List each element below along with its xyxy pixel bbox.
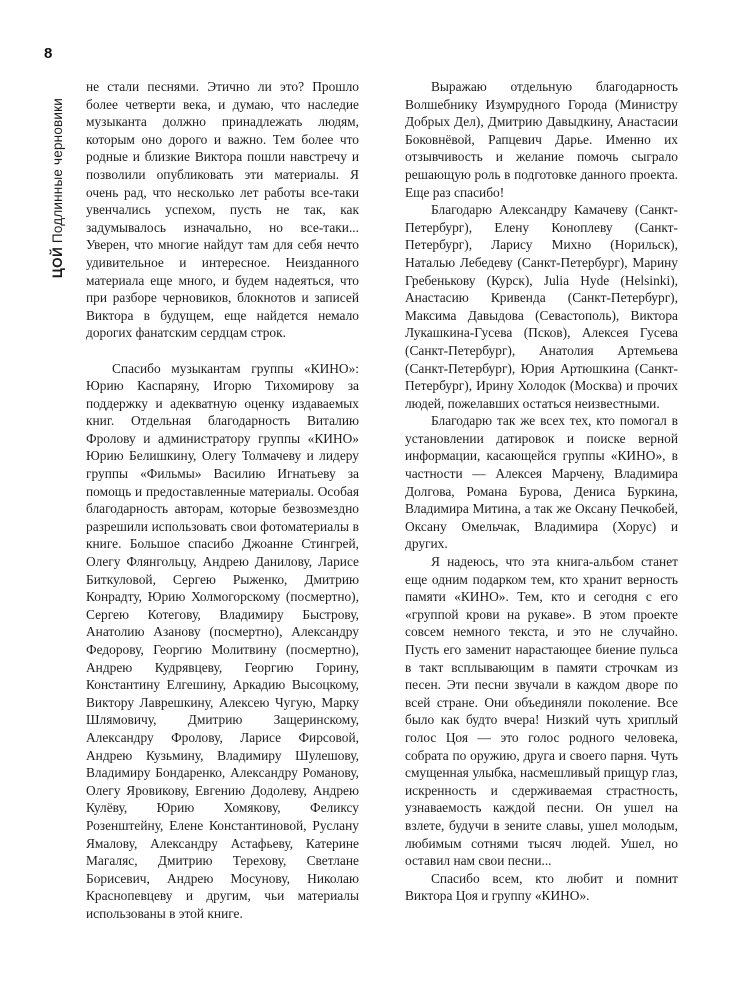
paragraph: Выражаю отдельную благодарность Волшебнику Изумрудного Города (Министру Добрых Дел), Дмитрию Давыдкину, Анастасии Боковнёвой, Рапцевич Дарье. Именно их отзывчивость и желание помочь сыграло решающую роль в подготовке данного проекта. Еще раз спасибо! [405, 79, 678, 200]
running-head-title: Подлинные черновики [50, 98, 65, 244]
paragraph: Благодарю Александру Камачеву (Санкт-Петербург), Елену Коноплеву (Санкт-Петербург), Ларису Михно (Норильск), Наталью Лебедеву (Санкт-Петербург), Марину Гребенькову (Курск), Julia Hyde (Helsinki), Анастасию Кривенда (Санкт-Петербург), Максима Давыдова (Севастополь), Виктора Лукашкина-Гусева (Псков), Алексея Гусева (Санкт-Петербург), Анатолия Артемьева (Санкт-Петербург), Юрия Артюшкина (Санкт-Петербург), Ирину Холодок (Москва) и прочих людей, пожелавших остаться неизвестными. [405, 202, 678, 411]
column-left [86, 78, 359, 923]
paragraph: не стали песнями. Этично ли это? Прошло более четверти века, и думаю, что наследие музыканта должно принадлежать людям, которым оно дорого и важно. Тем более что родные и близкие Виктора пошли навстречу и позволили опубликовать эти материалы. Я очень рад, что несколько лет работы все-таки увенчались успехом, пусть не так, как задумывалось изначально, но все-таки... Уверен, что многие найдут там для себя нечто удивительное и интересное. Неизданного материала еще много, и будем надеяться, что при разборе черновиков, блокнотов и записей Виктора в будущем, еще найдется немало дорогих фанатским сердцам строк. [86, 79, 359, 341]
running-head-brand: ЦОЙ [50, 246, 65, 279]
paragraph: Я надеюсь, что эта книга-альбом станет еще одним подарком тем, кто хранит верность памяти «КИНО». Тем, кто и сегодня с его «группой крови на рукаве». В этом проекте совсем немного текста, и это не случайно. Пусть его заменит нарастающее биение пульса в такт всплывающим в памяти строчкам из песен. Эти песни звучали в каждом дворе по всей стране. Они объединяли поколение. Все было как будто вчера! Низкий чуть хриплый голос Цоя — это голос родного человека, собрата по оружию, друга и своего парня. Чуть смущенная улыбка, насмешливый прищур глаз, искренность и сдерживаемая страстность, узнаваемость каждой песни. Он ушел на взлете, будучи в зените славы, ушел молодым, любимым сотнями тысяч людей. Ушел, но оставил нам свои песни... [405, 554, 678, 869]
page-number: 8 [44, 45, 53, 62]
paragraph: Спасибо музыкантам группы «КИНО»: Юрию Каспаряну, Игорю Тихомирову за поддержку и адекватную оценку издаваемых книг. Отдельная благодарность Виталию Фролову и администратору группы «КИНО» Юрию Белишкину, Олегу Толмачеву и лидеру группы «Фильмы» Василию Игнатьеву за помощь и предоставленные материалы. Особая благодарность авторам, которые безвозмездно разрешили использовать свои фотоматериалы в книге. Большое спасибо Джоанне Стингрей, Олегу Флянгольцу, Андрею Данилову, Ларисе Биткуловой, Сергею Рыженко, Дмитрию Конрадту, Юрию Холмогорскому (посмертно), Сергею Котегову, Владимиру Быстрову, Анатолию Азанову (посмертно), Александру Федорову, Георгию Молитвину (посмертно), Андрею Кудрявцеву, Георгию Горину, Константину Елгешину, Аркадию Высоцкому, Виктору Лаврешкину, Алексею Чугую, Марку Шлямовичу, Дмитрию Защеринскому, Александру Фролову, Ларисе Фирсовой, Андрею Кузьмину, Владимиру Шулешову, Владимиру Бондаренко, Александру Романову, Олегу Яровикову, Евгению Додолеву, Андрею Кулёву, Юрию Хомякову, Феликсу Розенштейну, Елене Константиновой, Руслану Ямалову, Александру Астафьеву, Катерине Магаляс, Дмитрию Терехову, Светлане Борисевич, Андрею Мосунову, Николаю Краснопевцеву и другим, чьи материалы использованы в этой книге. [86, 360, 359, 921]
paragraph: Спасибо всем, кто любит и помнит Виктора Цоя и группу «КИНО». [405, 870, 678, 904]
column-right [405, 78, 678, 923]
paragraph: Благодарю так же всех тех, кто помогал в установлении датировок и поиске верной информации, касающейся группы «КИНО», в частности — Алексея Марчену, Владимира Долгова, Романа Бурова, Дениса Буркина, Владимира Митина, а так же Оксану Печкобей, Оксану Омельчак, Владимира (Хорус) и других. [405, 413, 678, 552]
text-columns [86, 78, 678, 923]
running-head [36, 98, 66, 338]
